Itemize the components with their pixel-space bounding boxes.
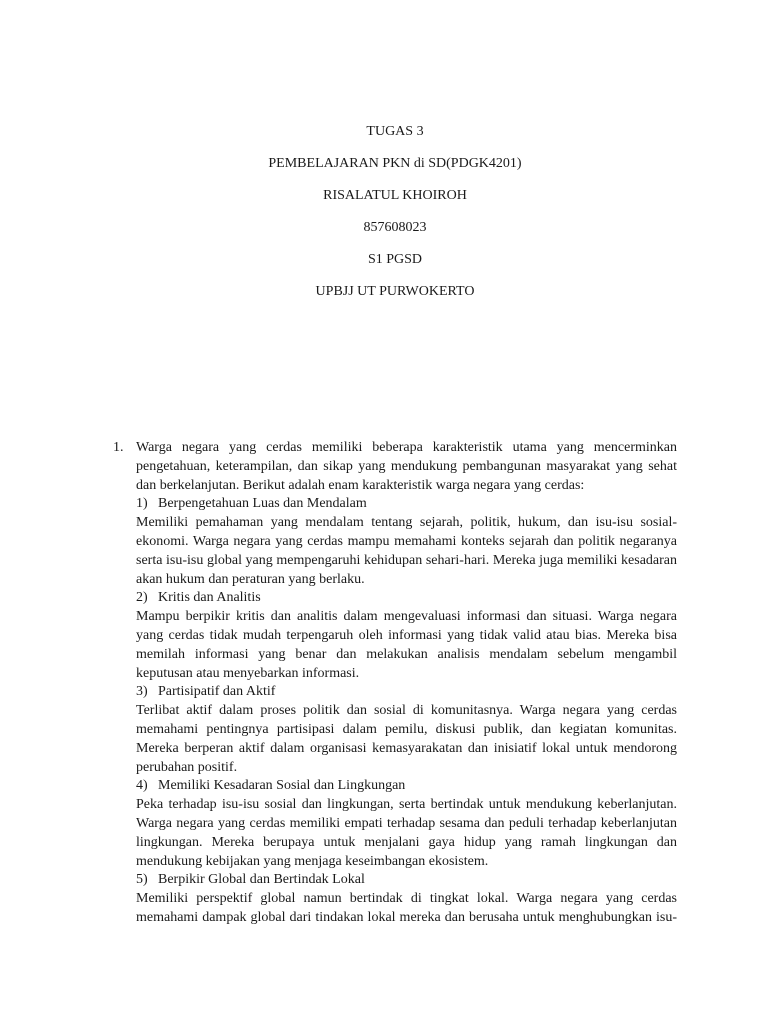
point-text: Memiliki perspektif global namun bertindak di tingkat lokal. Warga negara yang cerdas memahami dampak global dari tindakan lokal mereka dan berusaha untuk menghubungkan isu- xyxy=(136,891,677,925)
course-name: PEMBELAJARAN PKN di SD(PDGK4201) xyxy=(268,156,522,171)
point-text: Memiliki pemahaman yang mendalam tentang sejarah, politik, hukum, dan isu-isu sosial-ekonomi. Warga negara yang cerdas mampu memahami konteks sejarah dan politik negaranya serta isu-isu global yang mempengaruhi kehidupan sehari-hari. Mereka juga memiliki kesadaran akan hukum dan peraturan yang berlaku. xyxy=(136,515,677,587)
point-title: Kritis dan Analitis xyxy=(158,590,261,606)
cover-header xyxy=(0,122,768,314)
question-item xyxy=(113,439,677,495)
question-intro: Warga negara yang cerdas memiliki beberapa karakteristik utama yang mencerminkan pengetahuan, keterampilan, dan sikap yang mendukung pembangunan masyarakat yang sehat dan berkelanjutan. Berikut adalah enam karakteristik warga negara yang cerdas: xyxy=(136,440,677,493)
point-heading xyxy=(113,589,677,608)
point-heading xyxy=(113,683,677,702)
question-number: 1. xyxy=(113,440,124,455)
point-4 xyxy=(113,777,677,871)
point-1 xyxy=(113,495,677,589)
point-text: Mampu berpikir kritis dan analitis dalam mengevaluasi informasi dan situasi. Warga negara yang cerdas tidak mudah terpengaruh oleh informasi yang tidak valid atau bias. Mereka bisa memilah informasi yang benar dan melakukan analisis mendalam sebelum mengambil keputusan atau menyebarkan informasi. xyxy=(136,609,677,681)
point-heading xyxy=(113,495,677,514)
assignment-title: TUGAS 3 xyxy=(366,124,424,139)
point-title: Berpengetahuan Luas dan Mendalam xyxy=(158,496,367,512)
point-number: 2) xyxy=(136,590,148,606)
point-3 xyxy=(113,683,677,777)
point-number: 3) xyxy=(136,684,148,700)
point-title: Berpikir Global dan Bertindak Lokal xyxy=(158,872,365,888)
student-name: RISALATUL KHOIROH xyxy=(323,188,467,203)
point-2 xyxy=(113,589,677,683)
point-heading xyxy=(113,871,677,890)
point-title: Partisipatif dan Aktif xyxy=(158,684,276,700)
point-text: Peka terhadap isu-isu sosial dan lingkungan, serta bertindak untuk mendukung keberlanjutan. Warga negara yang cerdas memiliki empati terhadap sesama dan peduli terhadap keberlanjutan lingkungan. Mereka berupaya untuk menjalani gaya hidup yang ramah lingkungan dan mendukung kebijakan yang menjaga keseimbangan ekosistem. xyxy=(136,797,677,869)
study-program: S1 PGSD xyxy=(367,252,423,267)
point-text: Terlibat aktif dalam proses politik dan sosial di komunitasnya. Warga negara yang cerdas memahami pentingnya partisipasi dalam pemilu, diskusi publik, dan kegiatan komunitas. Mereka berperan aktif dalam organisasi kemasyarakatan dan inisiatif lokal untuk mendorong perubahan positif. xyxy=(136,703,677,775)
point-number: 1) xyxy=(136,496,148,512)
student-id: 857608023 xyxy=(363,220,427,235)
answer-body xyxy=(113,439,677,928)
university-unit: UPBJJ UT PURWOKERTO xyxy=(315,284,475,299)
point-title: Memiliki Kesadaran Sosial dan Lingkungan xyxy=(158,778,406,794)
point-number: 4) xyxy=(136,778,148,794)
point-5 xyxy=(113,871,677,927)
point-heading xyxy=(113,777,677,796)
point-number: 5) xyxy=(136,872,148,888)
